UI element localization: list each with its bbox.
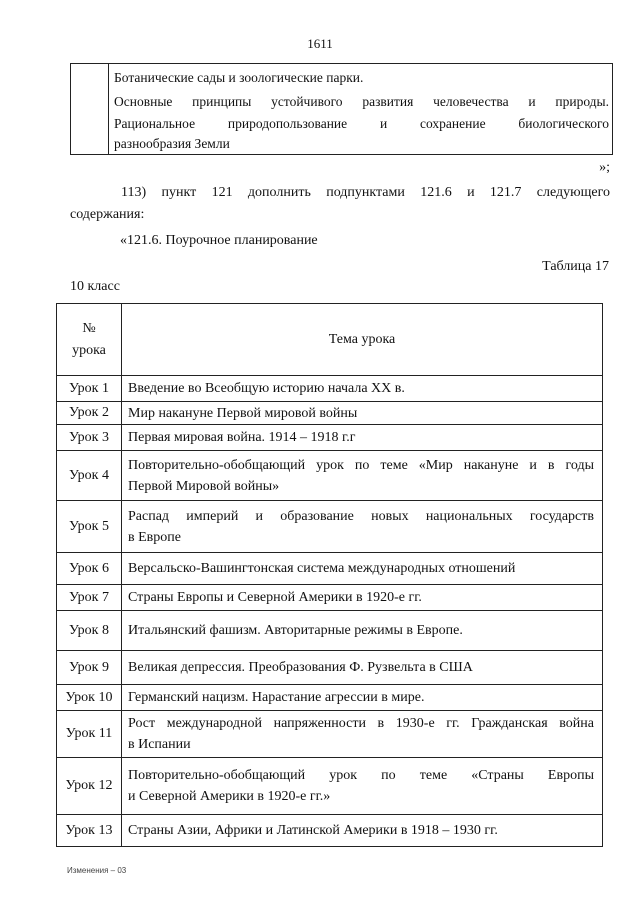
lesson-topic: Германский нацизм. Нарастание агрессии в мире.: [122, 685, 603, 711]
lesson-topic: Введение во Всеобщую историю начала XX в.: [122, 376, 603, 402]
continuation-line-2: Основные принципы устойчивого развития человечества и природы.: [114, 94, 609, 109]
lesson-topic: [122, 758, 603, 815]
table-header-row: [57, 304, 603, 376]
table-column-divider: [108, 64, 109, 154]
lesson-topic-line-2: Первой Мировой войны»: [128, 478, 280, 494]
lesson-topic-line-1: Рост международной напряженности в 1930-е гг. Гражданская война: [128, 716, 594, 731]
lesson-number: Урок 5: [57, 501, 122, 553]
header-number-sign: №: [82, 320, 96, 336]
header-lesson-number: [57, 304, 122, 376]
table-row: [57, 553, 603, 585]
lesson-number: Урок 12: [57, 758, 122, 815]
header-lesson-topic: Тема урока: [122, 304, 603, 376]
lesson-number: Урок 3: [57, 425, 122, 451]
table-row: [57, 501, 603, 553]
table-row: [57, 651, 603, 685]
lesson-number: Урок 7: [57, 585, 122, 611]
lessons-table: [56, 303, 603, 847]
lesson-topic: [122, 711, 603, 758]
subitem-121-6-heading: «121.6. Поурочное планирование: [120, 233, 318, 248]
lesson-topic: Версальско-Вашингтонская система международных отношений: [122, 553, 603, 585]
lesson-topic: Великая депрессия. Преобразования Ф. Рузвельта в США: [122, 651, 603, 685]
continuation-line-4: разнообразия Земли: [114, 136, 230, 151]
lesson-topic-line-1: Распад империй и образование новых национальных государств: [128, 508, 594, 524]
closing-quote: »;: [599, 160, 610, 175]
continuation-line-1: Ботанические сады и зоологические парки.: [114, 70, 364, 85]
lesson-number: Урок 2: [57, 402, 122, 425]
paragraph-113-line-1: 113) пункт 121 дополнить подпунктами 121.6 и 121.7 следующего: [121, 185, 610, 200]
table-row: [57, 611, 603, 651]
lesson-topic: Страны Азии, Африки и Латинской Америки в 1918 – 1930 гг.: [122, 815, 603, 847]
lesson-topic: Первая мировая война. 1914 – 1918 г.г: [122, 425, 603, 451]
lesson-number: Урок 8: [57, 611, 122, 651]
lesson-number: Урок 10: [57, 685, 122, 711]
lesson-number: Урок 13: [57, 815, 122, 847]
table-row: [57, 585, 603, 611]
lesson-number: Урок 9: [57, 651, 122, 685]
lesson-topic-line-1: Повторительно-обобщающий урок по теме «Страны Европы: [128, 768, 594, 783]
lesson-topic-line-2: и Северной Америки в 1920-е гг.»: [128, 789, 331, 804]
lesson-topic: [122, 501, 603, 553]
lesson-topic-line-2: в Европе: [128, 529, 181, 545]
lesson-number: Урок 11: [57, 711, 122, 758]
table-row: [57, 376, 603, 402]
lesson-topic: Страны Европы и Северной Америки в 1920-е гг.: [122, 585, 603, 611]
paragraph-113-line-2: содержания:: [70, 207, 145, 222]
table-row: [57, 451, 603, 501]
lesson-topic-line-1: Повторительно-обобщающий урок по теме «Мир накануне и в годы: [128, 457, 594, 473]
lesson-topic: Итальянский фашизм. Авторитарные режимы в Европе.: [122, 611, 603, 651]
footer-revision-note: Изменения – 03: [67, 866, 127, 875]
class-label: 10 класс: [70, 279, 120, 294]
lesson-topic: Мир накануне Первой мировой войны: [122, 402, 603, 425]
table-row: [57, 402, 603, 425]
lesson-number: Урок 4: [57, 451, 122, 501]
table-label: Таблица 17: [542, 259, 609, 274]
table-row: [57, 758, 603, 815]
lesson-number: Урок 6: [57, 553, 122, 585]
continuation-line-3: Рациональное природопользование и сохранение биологического: [114, 116, 609, 131]
table-row: [57, 425, 603, 451]
lesson-number: Урок 1: [57, 376, 122, 402]
header-lesson-word: урока: [72, 342, 106, 358]
continuation-table: [70, 63, 613, 155]
table-row: [57, 711, 603, 758]
table-row: [57, 815, 603, 847]
lesson-topic: [122, 451, 603, 501]
lesson-topic-line-2: в Испании: [128, 737, 191, 752]
page-number: 1611: [307, 36, 333, 51]
table-row: [57, 685, 603, 711]
